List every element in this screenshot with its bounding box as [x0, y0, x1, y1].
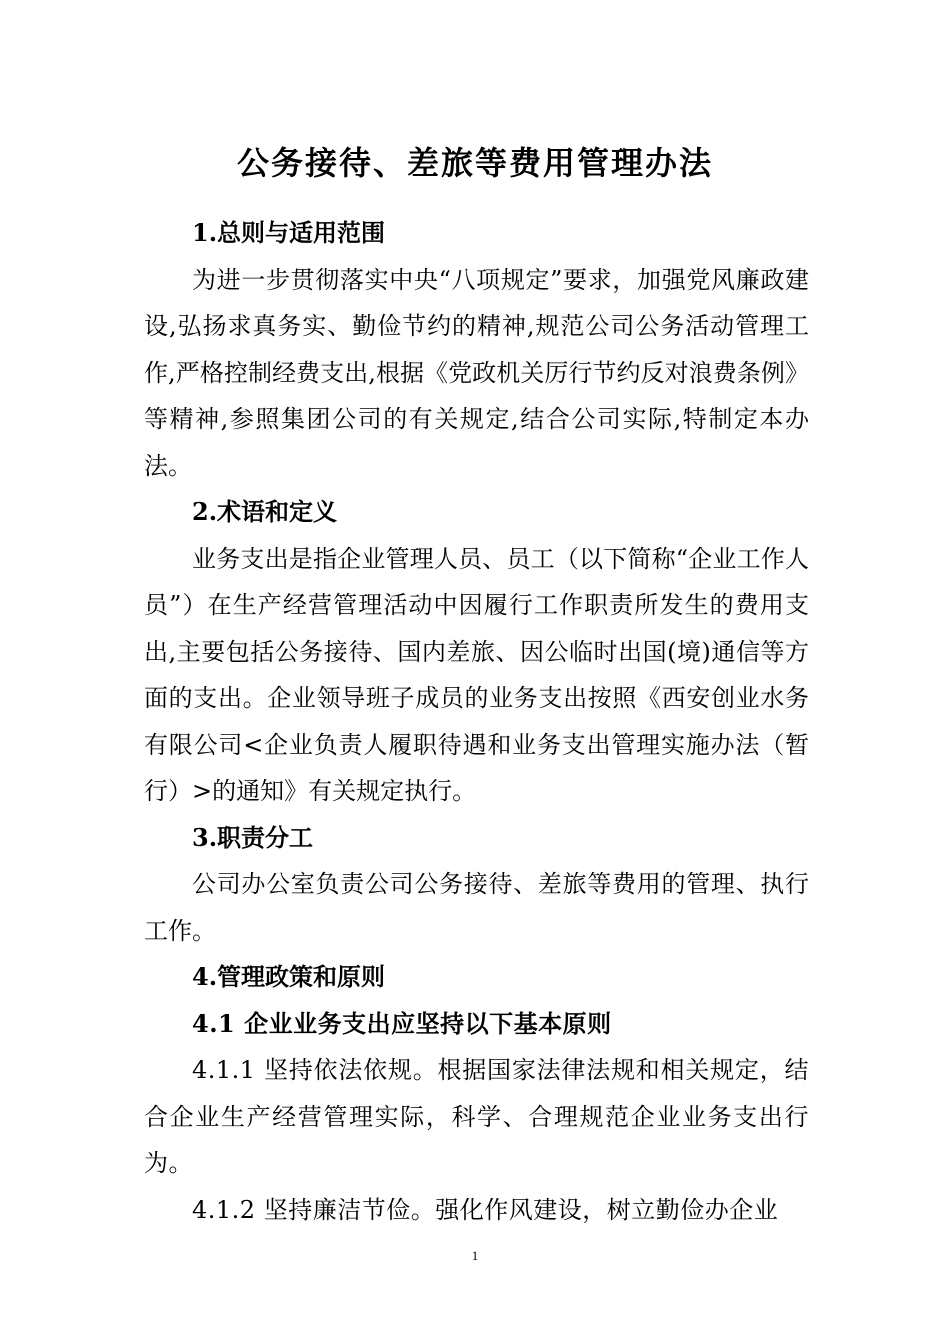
section-1-heading: 1.总则与适用范围: [192, 218, 386, 247]
document-title: 公务接待、差旅等费用管理办法: [236, 144, 713, 182]
section-4-1-heading: 4.1 企业业务支出应坚持以下基本原则: [192, 1008, 612, 1038]
document-body: [144, 210, 809, 1233]
section-4-heading: 4.管理政策和原则: [192, 962, 386, 991]
section-1-paragraph: 为进一步贯彻落实中央“八项规定”要求，加强党风廉政建设,弘扬求真务实、勤俭节约的精神,规范公司公务活动管理工作,严格控制经费支出,根据《党政机关厉行节约反对浪费条例》等精神,参照集团公司的有关规定,结合公司实际,特制定本办法。: [144, 265, 809, 480]
section-3-paragraph: 公司办公室负责公司公务接待、差旅等费用的管理、执行工作。: [144, 870, 809, 945]
clause-4-1-1-paragraph: 4.1.1 坚持依法依规。根据国家法律法规和相关规定，结合企业生产经营管理实际，科学、合理规范企业业务支出行为。: [144, 1056, 809, 1177]
section-3-heading: 3.职责分工: [192, 822, 314, 852]
clause-4-1-2-paragraph: 4.1.2 坚持廉洁节俭。强化作风建设，树立勤俭办企业: [192, 1195, 779, 1224]
page-number: 1: [471, 1248, 479, 1263]
section-2-paragraph: 业务支出是指企业管理人员、员工（以下简称“企业工作人员”）在生产经营管理活动中因履行工作职责所发生的费用支出,主要包括公务接待、国内差旅、因公临时出国(境)通信等方面的支出。企业领导班子成员的业务支出按照《西安创业水务有限公司<企业负责人履职待遇和业务支出管理实施办法（暂行）>的通知》有关规定执行。: [144, 544, 809, 805]
section-2-heading: 2.术语和定义: [192, 497, 338, 526]
